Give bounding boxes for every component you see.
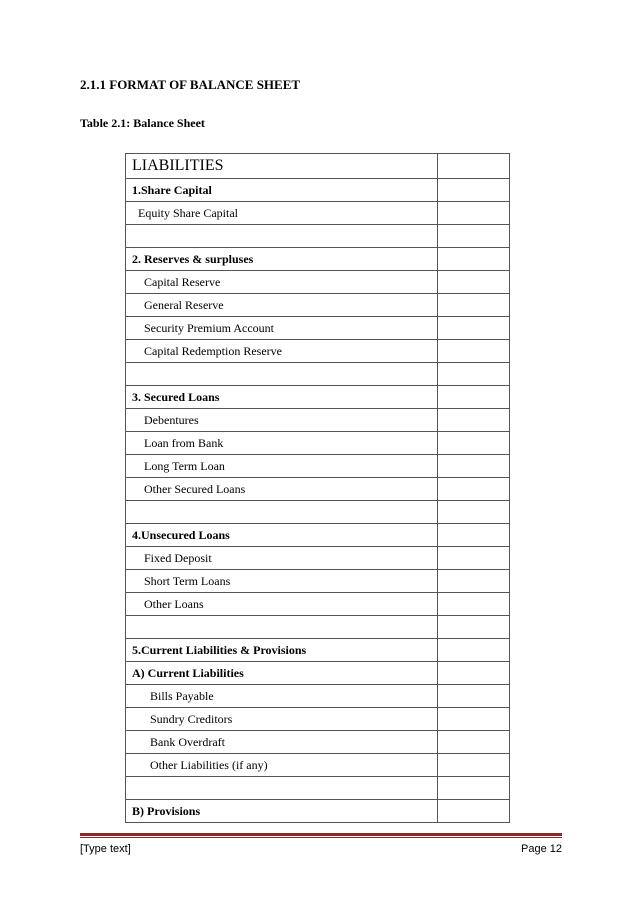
amount-cell: [438, 317, 510, 340]
table-row: [126, 294, 510, 317]
table-row: [126, 202, 510, 225]
amount-cell: [438, 154, 510, 179]
section-label: 1.Share Capital: [126, 179, 438, 202]
amount-cell: [438, 386, 510, 409]
amount-cell: [438, 616, 510, 639]
section-label: 2. Reserves & surpluses: [126, 248, 438, 271]
item-label: Bank Overdraft: [126, 731, 438, 754]
table-row: [126, 754, 510, 777]
amount-cell: [438, 271, 510, 294]
item-label: Other Liabilities (if any): [126, 754, 438, 777]
section-heading: 2.1.1 FORMAT OF BALANCE SHEET: [80, 77, 301, 92]
table-row: [126, 179, 510, 202]
item-label: Security Premium Account: [126, 317, 438, 340]
liabilities-title: LIABILITIES: [126, 154, 438, 179]
blank-row: [126, 501, 510, 524]
table-row: [126, 409, 510, 432]
item-label: Equity Share Capital: [126, 202, 438, 225]
item-label: [126, 777, 438, 800]
amount-cell: [438, 478, 510, 501]
section-label: A) Current Liabilities: [126, 662, 438, 685]
amount-cell: [438, 455, 510, 478]
amount-cell: [438, 340, 510, 363]
amount-cell: [438, 294, 510, 317]
section-label: 4.Unsecured Loans: [126, 524, 438, 547]
table-caption: Table 2.1: Balance Sheet: [80, 116, 205, 130]
item-label: [126, 363, 438, 386]
balance-sheet-table: [125, 153, 510, 823]
item-label: Loan from Bank: [126, 432, 438, 455]
footer-rule-thin: [80, 837, 562, 838]
section-label: 3. Secured Loans: [126, 386, 438, 409]
table-header-row: [126, 154, 510, 179]
table-row: [126, 547, 510, 570]
item-label: Fixed Deposit: [126, 547, 438, 570]
table-row: [126, 731, 510, 754]
page-number: Page 12: [521, 843, 562, 855]
amount-cell: [438, 662, 510, 685]
amount-cell: [438, 202, 510, 225]
amount-cell: [438, 501, 510, 524]
amount-cell: [438, 731, 510, 754]
table-row: [126, 685, 510, 708]
item-label: Other Secured Loans: [126, 478, 438, 501]
table-row: [126, 639, 510, 662]
item-label: Short Term Loans: [126, 570, 438, 593]
section-label: 5.Current Liabilities & Provisions: [126, 639, 438, 662]
blank-row: [126, 777, 510, 800]
amount-cell: [438, 363, 510, 386]
item-label: [126, 225, 438, 248]
amount-cell: [438, 547, 510, 570]
footer-left-text: [Type text]: [80, 843, 131, 855]
amount-cell: [438, 248, 510, 271]
item-label: Bills Payable: [126, 685, 438, 708]
table-row: [126, 478, 510, 501]
amount-cell: [438, 409, 510, 432]
amount-cell: [438, 570, 510, 593]
blank-row: [126, 225, 510, 248]
amount-cell: [438, 179, 510, 202]
table-row: [126, 455, 510, 478]
item-label: Capital Redemption Reserve: [126, 340, 438, 363]
item-label: General Reserve: [126, 294, 438, 317]
item-label: Other Loans: [126, 593, 438, 616]
item-label: Long Term Loan: [126, 455, 438, 478]
table-row: [126, 800, 510, 823]
blank-row: [126, 363, 510, 386]
table-row: [126, 386, 510, 409]
amount-cell: [438, 639, 510, 662]
amount-cell: [438, 432, 510, 455]
table-row: [126, 432, 510, 455]
item-label: Sundry Creditors: [126, 708, 438, 731]
amount-cell: [438, 708, 510, 731]
amount-cell: [438, 685, 510, 708]
section-label: B) Provisions: [126, 800, 438, 823]
amount-cell: [438, 800, 510, 823]
table-row: [126, 248, 510, 271]
table-row: [126, 593, 510, 616]
table-row: [126, 524, 510, 547]
table-row: [126, 662, 510, 685]
table-row: [126, 317, 510, 340]
amount-cell: [438, 225, 510, 248]
amount-cell: [438, 524, 510, 547]
table-row: [126, 708, 510, 731]
item-label: Capital Reserve: [126, 271, 438, 294]
table-row: [126, 570, 510, 593]
table-row: [126, 271, 510, 294]
amount-cell: [438, 754, 510, 777]
item-label: [126, 501, 438, 524]
blank-row: [126, 616, 510, 639]
item-label: [126, 616, 438, 639]
amount-cell: [438, 593, 510, 616]
table-row: [126, 340, 510, 363]
amount-cell: [438, 777, 510, 800]
footer-rule-thick: [80, 833, 562, 836]
item-label: Debentures: [126, 409, 438, 432]
